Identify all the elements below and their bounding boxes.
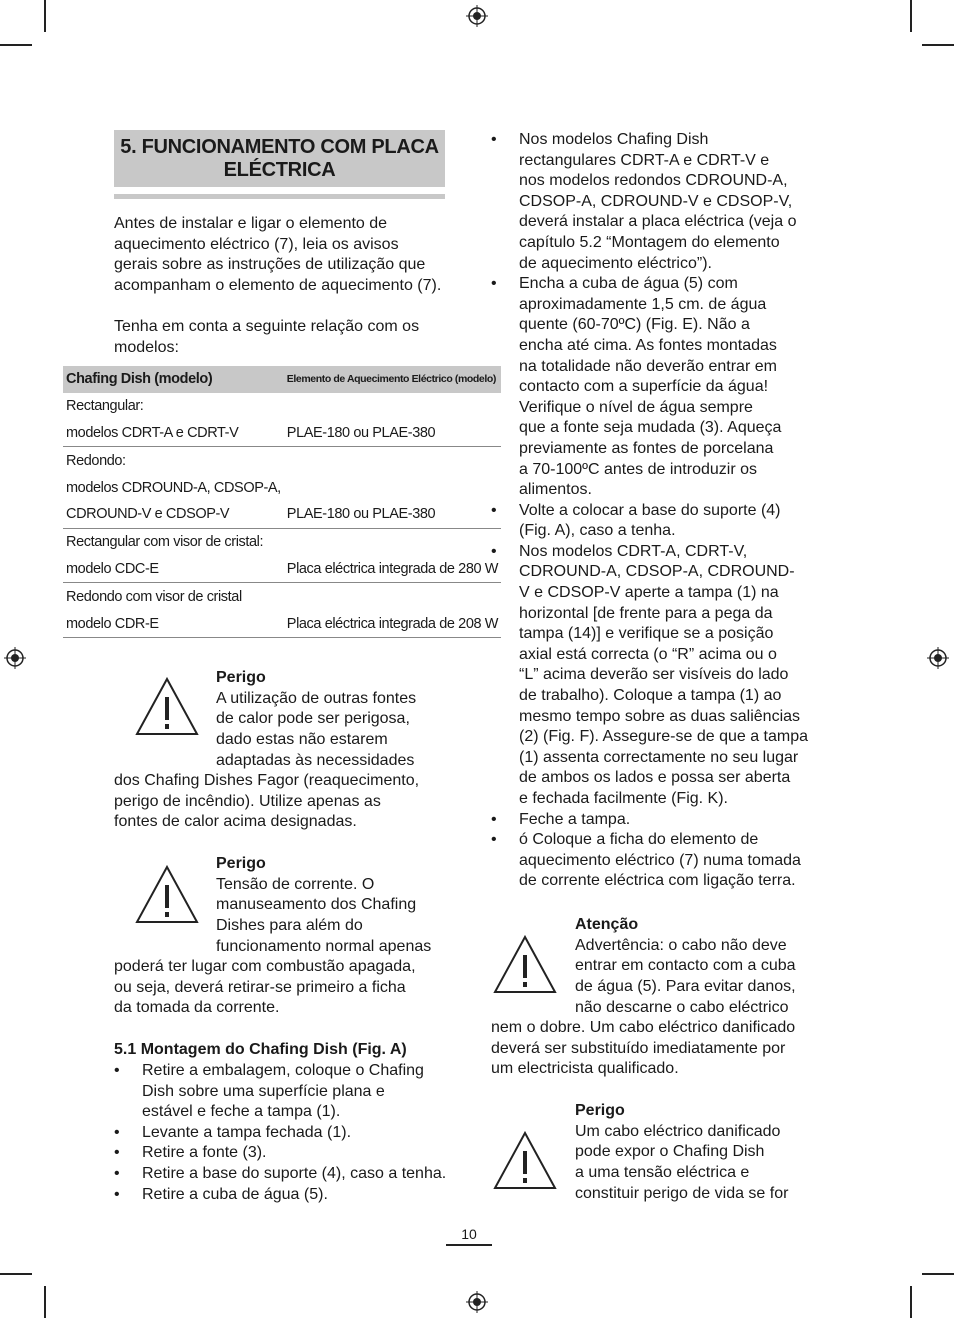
list-item-line: contacto com a superfície da água!	[519, 378, 769, 396]
warning-triangle-icon	[134, 864, 200, 924]
list-item-line: encha até cima. As fontes montadas	[519, 336, 777, 354]
bullet-icon: •	[114, 1164, 120, 1182]
list-item-line: “L” acima deverão ser visíveis do lado	[519, 666, 789, 684]
warning-line: a uma tensão eléctrica e	[575, 1164, 750, 1182]
table-cell-model: Rectangular:	[66, 398, 144, 415]
table-cell-model: Redondo com visor de cristal	[66, 588, 242, 605]
list-item	[491, 830, 831, 892]
list-item-line: que a fonte seja mudada (3). Aqueça	[519, 419, 782, 437]
registration-mark-icon	[927, 647, 949, 669]
list-item-line: Retire a cuba de água (5).	[142, 1185, 328, 1203]
warning-line: entrar em contacto com a cuba	[575, 957, 796, 975]
list-item	[114, 1061, 454, 1123]
table-cell-model: Redondo:	[66, 452, 126, 469]
warning-line: dos Chafing Dishes Fagor (reaquecimento,	[114, 772, 420, 789]
page-number: 10	[461, 1226, 477, 1242]
subsection-title: 5.1 Montagem do Chafing Dish (Fig. A)	[114, 1041, 407, 1058]
intro-line: Tenha em conta a seguinte relação com os	[114, 318, 420, 335]
warning-line: Advertência: o cabo não deve	[575, 936, 787, 954]
warning-title: Perigo	[216, 669, 266, 686]
list-item-line: de aquecimento eléctrico”).	[519, 254, 712, 272]
crop-mark	[922, 1273, 954, 1275]
list-item-line: (2) (Fig. F). Assegure-se de que a tampa	[519, 728, 809, 746]
list-item-line: rectangulares CDRT-A e CDRT-V e	[519, 151, 770, 169]
intro-paragraph-2	[114, 317, 419, 358]
table-cell-element: PLAE-180 ou PLAE-380	[284, 420, 501, 447]
assembly-steps-list	[114, 1061, 454, 1205]
warning-2-text	[216, 854, 431, 958]
table-cell-model: CDROUND-V e CDSOP-V	[63, 501, 284, 528]
crop-mark	[44, 1286, 46, 1318]
warning-line: constituir perigo de vida se for	[575, 1184, 789, 1202]
warning-line: Um cabo eléctrico danificado	[575, 1122, 781, 1140]
list-item-line: CDSOP-A, CDROUND-V e CDSOP-V,	[519, 192, 793, 210]
bullet-icon: •	[491, 831, 497, 849]
bullet-icon: •	[491, 131, 497, 148]
list-item-line: de ambos os lados e possa ser aberta	[519, 769, 791, 787]
list-item-line: Levante a tampa fechada (1).	[142, 1123, 352, 1141]
table-row	[63, 528, 501, 555]
crop-mark	[44, 0, 46, 32]
list-item-line: a 70-100ºC antes de introduzir os	[519, 460, 757, 478]
intro-line: gerais sobre as instruções de utilização que	[114, 256, 426, 274]
intro-paragraph	[114, 214, 441, 297]
models-table	[63, 366, 501, 638]
list-item-line: Dish sobre uma superfície plana e	[142, 1082, 385, 1100]
warning-line: poderá ter lugar com combustão apagada,	[114, 958, 416, 975]
list-item-line: previamente as fontes de porcelana	[519, 439, 774, 457]
registration-mark-icon	[466, 5, 488, 27]
bullet-icon: •	[114, 1062, 120, 1079]
heading-line-1: 5. FUNCIONAMENTO COM PLACA	[120, 136, 439, 158]
list-item-line: nos modelos redondos CDROUND-A,	[519, 172, 788, 190]
list-item-line: tampa (14)] e verifique se a posição	[519, 625, 774, 643]
table-row	[63, 556, 501, 583]
warning-1-text-cont	[114, 771, 419, 833]
warning-line: A utilização de outras fontes	[216, 689, 417, 707]
list-item-line: na totalidade não deverão entrar em	[519, 357, 777, 375]
crop-mark	[910, 0, 912, 32]
table-cell-model: modelo CDC-E	[63, 556, 284, 583]
list-item-line: Retire a base do suporte (4), caso a tenha.	[142, 1164, 447, 1182]
list-item-line: deverá instalar a placa eléctrica (veja o	[519, 213, 797, 231]
table-row	[63, 583, 501, 610]
list-item-line: quente (60-70ºC) (Fig. E). Não a	[519, 316, 750, 334]
list-item	[491, 501, 831, 542]
warning-line: um electricista qualificado.	[491, 1060, 679, 1078]
warning-triangle-icon	[492, 1130, 558, 1190]
list-item	[491, 542, 831, 810]
table-cell-element: Placa eléctrica integrada de 280 W	[284, 556, 501, 583]
list-item	[114, 1143, 454, 1164]
list-item-line: ó Coloque a ficha do elemento de	[519, 831, 759, 849]
warning-line: Dishes para além do	[216, 917, 363, 935]
table-cell-element	[284, 447, 501, 474]
table-header-chafing: Chafing Dish (modelo)	[63, 366, 284, 393]
list-item-line: capítulo 5.2 “Montagem do elemento	[519, 233, 780, 251]
intro-line: Antes de instalar e ligar o elemento de	[114, 215, 388, 232]
list-item	[114, 1123, 454, 1144]
bullet-icon: •	[114, 1144, 120, 1162]
intro-line: modelos:	[114, 338, 179, 356]
warning-line: adaptadas às necessidades	[216, 751, 415, 769]
warning-triangle-icon	[134, 676, 200, 736]
page-number-rule	[446, 1244, 492, 1246]
warning-line: ou seja, deverá retirar-se primeiro a ficha	[114, 978, 406, 996]
crop-mark	[922, 44, 954, 46]
list-item-line: CDROUND-A, CDSOP-A, CDROUND-	[519, 563, 795, 581]
registration-mark-icon	[4, 647, 26, 669]
list-item-line: Retire a fonte (3).	[142, 1144, 267, 1162]
table-cell-model: modelos CDROUND-A, CDSOP-A,	[66, 479, 281, 496]
list-item	[491, 130, 831, 274]
warning-4-text	[575, 1101, 788, 1205]
list-item-line: Feche a tampa.	[519, 810, 631, 828]
list-item-line: de corrente eléctrica com ligação terra.	[519, 872, 796, 890]
table-header-row	[63, 366, 501, 393]
table-row	[63, 474, 501, 501]
warning-line: não descarne o cabo eléctrico	[575, 998, 789, 1016]
warning-line: nem o dobre. Um cabo eléctrico danificado	[491, 1019, 796, 1036]
list-item-line: aproximadamente 1,5 cm. de água	[519, 295, 767, 313]
bullet-icon: •	[491, 542, 497, 560]
bullet-icon: •	[491, 810, 497, 828]
table-row	[63, 393, 501, 420]
list-item-line: estável e feche a tampa (1).	[142, 1103, 341, 1121]
warning-line: fontes de calor acima designadas.	[114, 813, 357, 831]
intro-line: aquecimento eléctrico (7), leia os avisos	[114, 235, 399, 253]
table-row	[63, 447, 501, 474]
table-cell-model: modelos CDRT-A e CDRT-V	[63, 420, 284, 447]
list-item-line: V e CDSOP-V aperte a tampa (1) na	[519, 584, 779, 602]
table-cell-model: modelo CDR-E	[63, 610, 284, 637]
list-item-line: Verifique o nível de água sempre	[519, 398, 753, 416]
table-cell-element: Placa eléctrica integrada de 208 W	[284, 610, 501, 637]
warning-1-text	[216, 668, 416, 772]
list-item-line: alimentos.	[519, 481, 592, 499]
bullet-icon: •	[491, 275, 497, 293]
bullet-icon: •	[114, 1185, 120, 1203]
list-item-line: axial está correcta (o “R” acima ou o	[519, 645, 777, 663]
warning-line: da tomada da corrente.	[114, 999, 280, 1017]
table-header-element: Elemento de Aquecimento Eléctrico (modelo)	[284, 366, 501, 393]
list-item-line: aquecimento eléctrico (7) numa tomada	[519, 851, 801, 869]
table-cell-element	[284, 528, 501, 555]
warning-3-text	[575, 915, 796, 1019]
table-row	[63, 420, 501, 447]
list-item	[114, 1164, 454, 1185]
heading-rule	[114, 194, 445, 199]
registration-mark-icon	[466, 1291, 488, 1313]
warning-line: de calor pode ser perigosa,	[216, 710, 410, 728]
table-cell-element	[284, 583, 501, 610]
heading-line-2: ELÉCTRICA	[223, 159, 336, 181]
list-item-line: (1) assenta correctamente no seu lugar	[519, 748, 799, 766]
list-item	[114, 1185, 454, 1206]
list-item-line: mesmo tempo sobre as duas saliências	[519, 707, 801, 725]
warning-line: Tensão de corrente. O	[216, 875, 375, 893]
intro-line: acompanham o elemento de aquecimento (7).	[114, 277, 442, 295]
warning-title: Atenção	[575, 916, 639, 933]
warning-triangle-icon	[492, 934, 558, 994]
warning-2-text-cont	[114, 957, 416, 1019]
warning-line: dado estas não estarem	[216, 731, 388, 749]
list-item	[491, 810, 831, 831]
list-item-line: Retire a embalagem, coloque o Chafing	[142, 1062, 424, 1079]
list-item-line: (Fig. A), caso a tenha.	[519, 522, 676, 540]
list-item-line: Volte a colocar a base do suporte (4)	[519, 501, 781, 519]
table-row	[63, 501, 501, 528]
warning-line: pode expor o Chafing Dish	[575, 1143, 765, 1161]
bullet-icon: •	[491, 501, 497, 519]
list-item-line: e fechada facilmente (Fig. K).	[519, 790, 728, 807]
instructions-list	[491, 130, 831, 892]
table-cell-element: PLAE-180 ou PLAE-380	[284, 501, 501, 528]
warning-line: de água (5). Para evitar danos,	[575, 978, 796, 996]
bullet-icon: •	[114, 1123, 120, 1141]
list-item-line: de trabalho). Coloque a tampa (1) ao	[519, 687, 782, 705]
warning-line: funcionamento normal apenas	[216, 937, 432, 955]
crop-mark	[0, 44, 32, 46]
list-item-line: Encha a cuba de água (5) com	[519, 275, 738, 293]
warning-3-text-cont	[491, 1018, 795, 1080]
list-item-line: Nos modelos Chafing Dish	[519, 131, 709, 148]
warning-line: perigo de incêndio). Utilize apenas as	[114, 792, 381, 810]
warning-title: Perigo	[216, 855, 266, 872]
warning-line: deverá ser substituído imediatamente por	[491, 1039, 786, 1057]
table-cell-model: Rectangular com visor de cristal:	[66, 534, 264, 551]
warning-title: Perigo	[575, 1102, 625, 1119]
crop-mark	[0, 1273, 32, 1275]
list-item-line: Nos modelos CDRT-A, CDRT-V,	[519, 542, 748, 560]
list-item	[491, 274, 831, 501]
table-row	[63, 610, 501, 637]
section-heading	[114, 130, 445, 187]
warning-line: manuseamento dos Chafing	[216, 896, 417, 914]
crop-mark	[910, 1286, 912, 1318]
list-item-line: horizontal [de frente para a pega da	[519, 604, 773, 622]
table-cell-element	[284, 393, 501, 420]
table-cell-element	[284, 474, 501, 501]
